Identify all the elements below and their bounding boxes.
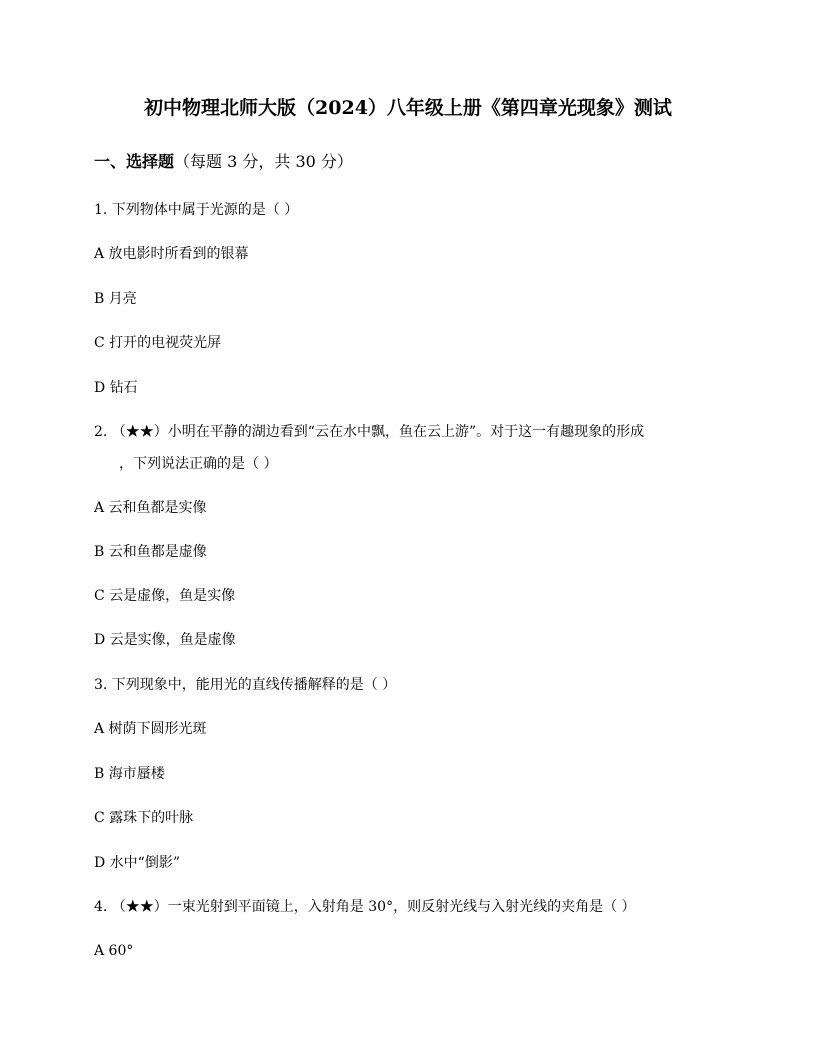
question-1-option-a: A 放电影时所看到的银幕 bbox=[94, 246, 249, 262]
question-3-option-d: D 水中“倒影” bbox=[94, 855, 180, 871]
question-1-option-b: B 月亮 bbox=[94, 291, 137, 307]
question-4-option-a: A 60° bbox=[94, 943, 134, 959]
section-note: （每题 3 分，共 30 分） bbox=[174, 152, 353, 171]
question-3-stem: 3. 下列现象中，能用光的直线传播解释的是（ ） bbox=[94, 677, 397, 693]
question-2-option-c: C 云是虚像，鱼是实像 bbox=[94, 588, 236, 604]
question-1-stem: 1. 下列物体中属于光源的是（ ） bbox=[94, 202, 299, 218]
question-1-option-d: D 钻石 bbox=[94, 380, 138, 396]
question-3-option-a: A 树荫下圆形光斑 bbox=[94, 721, 207, 737]
question-3-option-b: B 海市蜃楼 bbox=[94, 766, 165, 782]
question-2-option-b: B 云和鱼都是虚像 bbox=[94, 544, 207, 560]
question-3-option-c: C 露珠下的叶脉 bbox=[94, 810, 194, 826]
question-2-stem: 2. （★★）小明在平静的湖边看到“云在水中飘，鱼在云上游”。对于这一有趣现象的形成 bbox=[94, 424, 645, 440]
section-heading bbox=[94, 150, 353, 174]
question-4-stem: 4. （★★）一束光射到平面镜上，入射角是 30°，则反射光线与入射光线的夹角是（ ） bbox=[94, 899, 636, 915]
section-title: 一、选择题 bbox=[94, 152, 175, 171]
question-1-option-c: C 打开的电视荧光屏 bbox=[94, 335, 222, 351]
question-2-option-a: A 云和鱼都是实像 bbox=[94, 500, 207, 516]
document-title: 初中物理北师大版（2024）八年级上册《第四章光现象》测试 bbox=[144, 97, 672, 119]
question-2-stem-continued: ，下列说法正确的是（ ） bbox=[119, 456, 278, 472]
question-2-option-d: D 云是实像，鱼是虚像 bbox=[94, 632, 236, 648]
